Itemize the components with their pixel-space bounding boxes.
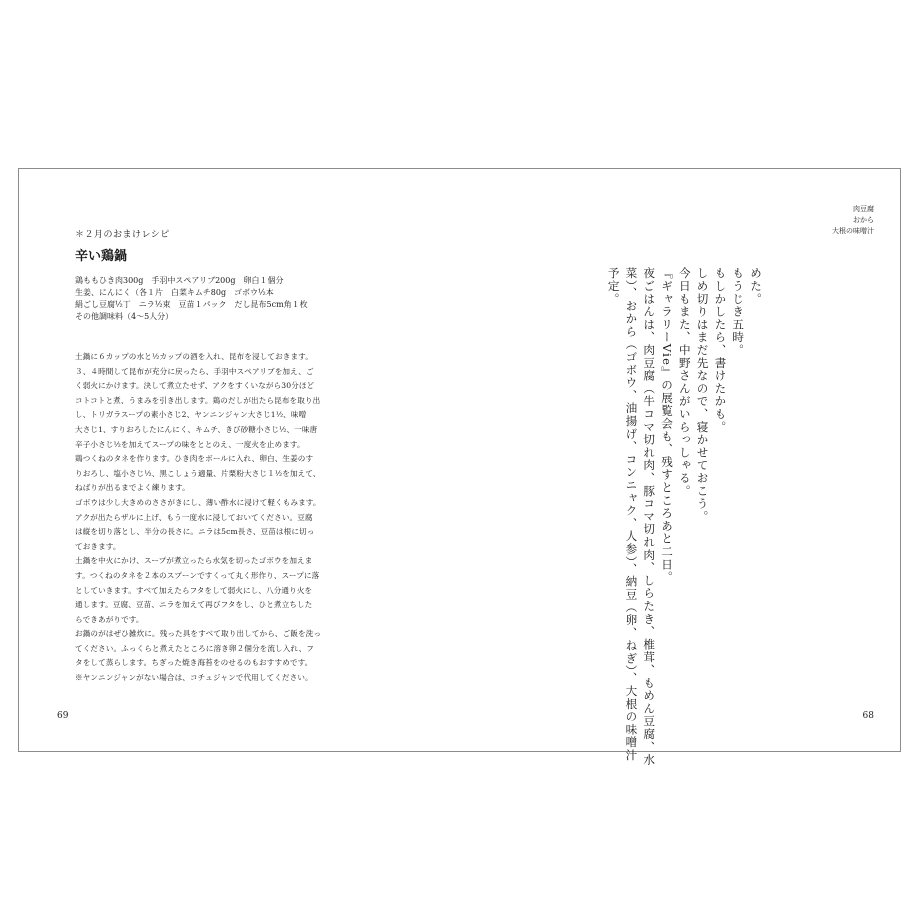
method-line: く弱火にかけます。決して煮立たせず、アクをすくいながら30分ほど xyxy=(75,381,315,391)
running-head-line: おから xyxy=(853,216,874,224)
method-line: としていきます。すべて加えたらフタをして弱火にし、八分通り火を xyxy=(75,585,313,595)
method-line: し、トリガラスープの素小さじ2、ヤンニンジャン大さじ1½、味噌 xyxy=(75,410,307,420)
method-line: タをして蒸らします。ちぎった焼き海苔をのせるのもおすすめです。 xyxy=(75,658,313,668)
running-head xyxy=(832,204,874,237)
method-line: アクが出たらザルに上げ、もう一度水に浸しておいてください。豆腐 xyxy=(75,512,313,522)
method-line: 土鍋を中火にかけ、スープが煮立ったら水気を切ったゴボウを加えま xyxy=(75,556,313,566)
diary-line: もしかしたら、書けたかも。 xyxy=(713,267,728,434)
method-line: 鶏つくねのタネを作ります。ひき肉をボールに入れ、卵白、生姜のす xyxy=(75,454,314,464)
method-line: コトコトと煮、うまみを引き出します。鶏のだしが出たら昆布を取り出 xyxy=(75,395,321,405)
diary-line: 今日もまた、中野さんがいらっしゃる。 xyxy=(677,267,692,498)
diary-line: 夜ごはんは、肉豆腐（牛コマ切れ肉、豚コマ切れ肉、しらたき、椎茸、もめん豆腐、水 xyxy=(642,267,657,767)
method-line: お鍋のがはぜひ雑炊に。残った具をすべて取り出してから、ご飯を洗っ xyxy=(75,629,322,639)
diary-line: もうじき五時。 xyxy=(731,267,746,357)
diary-line: しめ切りはまだ先なので、寝かせておこう。 xyxy=(695,267,710,523)
diary-text xyxy=(604,267,764,767)
recipe-method xyxy=(75,350,385,686)
method-line: ねばりが出るまでよく練ります。 xyxy=(75,483,190,493)
method-line: 辛子小さじ½を加えてスープの味をととのえ、一度火を止めます。 xyxy=(75,439,305,449)
diary-line: 菜）、おから（ゴボウ、油揚げ、コンニャク、人参）、納豆（卵、ねぎ）、大根の味噌汁 xyxy=(624,267,639,762)
ingredient-line: 生姜、にんにく（各１片 白菜キムチ80g ゴボウ½本 xyxy=(75,288,274,297)
method-line: てください。ふっくらと煮えたところに溶き卵２個分を流し入れ、フ xyxy=(75,643,314,653)
method-line: は縦を切り落とし、半分の長さに。ニラは5cm長さ、豆苗は根に切っ xyxy=(75,527,315,537)
diary-line: めた。 xyxy=(749,267,763,306)
method-line: ３、４時間して昆布が充分に戻ったら、手羽中スペアリブを加え、ご xyxy=(75,366,314,376)
running-head-line: 大根の味噌汁 xyxy=(832,227,874,235)
recipe-page xyxy=(75,227,385,686)
method-line: らできあがりです。 xyxy=(75,614,144,624)
method-line: ※ヤンニンジャンがない場合は、コチュジャンで代用してください。 xyxy=(75,673,313,683)
method-line: ゴボウは少し大きめのささがきにし、薄い酢水に浸けて軽くもみます。 xyxy=(75,497,321,507)
recipe-title: 辛い鶏鍋 xyxy=(75,249,128,264)
method-line: 大さじ1、すりおろしたにんにく、キムチ、きび砂糖小さじ½、一味唐 xyxy=(75,424,318,434)
ingredient-line: 鶏ももひき肉300g 手羽中スペアリブ200g 卵白１個分 xyxy=(75,276,284,285)
page-number-left: 69 xyxy=(57,711,69,721)
method-line: す。つくねのタネを２本のスプーンですくって丸く形作り、スープに落 xyxy=(75,570,320,580)
method-line: ておきます。 xyxy=(75,541,121,551)
ingredient-list xyxy=(75,275,385,323)
method-line: 土鍋に６カップの水と½カップの酒を入れ、昆布を浸しておきます。 xyxy=(75,352,313,361)
ingredient-line: 絹ごし豆腐½丁 ニラ½束 豆苗１パック だし昆布5cm角１枚 xyxy=(75,300,308,309)
running-head-line: 肉豆腐 xyxy=(853,205,874,213)
page-number-right: 68 xyxy=(862,711,874,721)
diary-line: 『ギャラリーVie』の展覧会も、残すところあと二日。 xyxy=(660,267,675,584)
book-spread xyxy=(18,168,901,767)
method-line: 通します。豆腐、豆苗、ニラを加えて再びフタをし、ひと煮立ちした xyxy=(75,600,313,610)
diary-line: 予定。 xyxy=(606,267,621,306)
recipe-label: ＊２月のおまけレシピ xyxy=(75,230,170,240)
method-line: りおろし、塩小さじ½、黒こしょう適量、片栗粉大さじ１½を加えて、 xyxy=(75,468,321,478)
ingredient-line: その他調味料（4〜5人分） xyxy=(75,312,174,321)
